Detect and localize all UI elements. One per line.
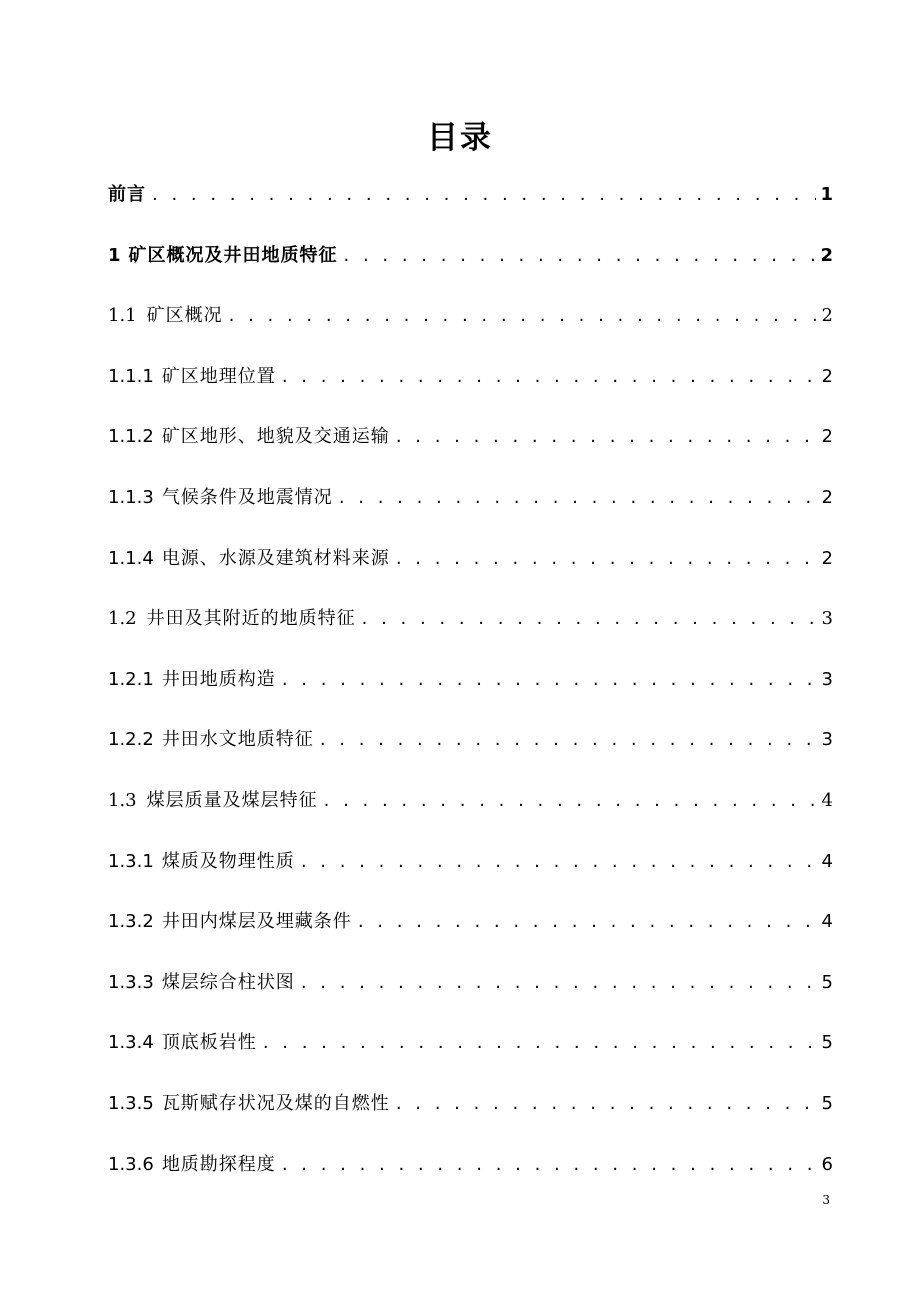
toc-entry-number: 1.1.2 [108, 426, 154, 448]
toc-entry-number: 1.3.6 [108, 1153, 154, 1175]
toc-entry-page-number: 2 [820, 244, 833, 266]
toc-entry-title: 井田及其附近的地质特征 [146, 608, 356, 630]
toc-entry-page-number: 2 [821, 487, 833, 508]
toc-entry-page-number: 2 [821, 305, 833, 327]
toc-entry-page-number: 4 [821, 850, 833, 872]
toc-entry[interactable] [108, 847, 833, 877]
footer-page-number: 3 [822, 1193, 830, 1207]
toc-entry[interactable] [108, 362, 833, 392]
toc-entry-page-number: 3 [821, 668, 833, 690]
toc-entry-number: 1.2.2 [108, 729, 154, 751]
toc-dot-leader [339, 483, 818, 513]
toc-dot-leader [344, 241, 817, 271]
toc-entry[interactable] [108, 907, 833, 937]
toc-dot-leader [301, 968, 818, 998]
toc-entry-page-number: 3 [821, 729, 833, 751]
page-title: 目录 [427, 120, 493, 156]
toc-entry-page-number: 3 [821, 608, 833, 630]
toc-entry[interactable] [108, 968, 833, 998]
toc-entry[interactable] [108, 1089, 833, 1119]
toc-entry[interactable] [108, 180, 833, 210]
toc-entry-number: 1.3 [108, 790, 137, 811]
toc-entry[interactable] [108, 301, 833, 331]
toc-dot-leader [320, 725, 818, 755]
toc-entry-page-number: 6 [821, 1153, 833, 1175]
toc-entry-page-number: 5 [821, 1093, 833, 1114]
toc-dot-leader [362, 604, 818, 634]
toc-entry-title: 瓦斯赋存状况及煤的自燃性 [161, 1093, 390, 1114]
toc-entry-page-number: 2 [821, 547, 833, 569]
toc-dot-leader [229, 301, 818, 331]
toc-entry-number: 1.1.1 [108, 365, 154, 387]
toc-dot-leader [152, 180, 816, 210]
toc-entry[interactable] [108, 786, 833, 816]
toc-dot-leader [301, 847, 818, 877]
toc-dot-leader [396, 544, 818, 574]
toc-dot-leader [282, 1150, 818, 1180]
toc-entry-page-number: 4 [821, 790, 833, 811]
toc-dot-leader [396, 422, 818, 452]
toc-dot-leader [358, 907, 818, 937]
toc-entry-number: 1 [108, 244, 121, 266]
toc-entry[interactable] [108, 483, 833, 513]
toc-dot-leader [282, 665, 818, 695]
toc-entry-number: 1.3.2 [108, 911, 154, 933]
toc-entry-title: 井田内煤层及埋藏条件 [161, 911, 352, 933]
toc-entry-title: 气候条件及地震情况 [161, 487, 333, 508]
toc-entry-page-number: 1 [820, 184, 833, 205]
toc-entry-title: 前言 [108, 184, 146, 205]
toc-dot-leader [396, 1089, 818, 1119]
toc-entry-title: 煤质及物理性质 [161, 850, 295, 872]
toc-entry-number: 1.1.3 [108, 487, 154, 508]
toc-entry-number: 1.1 [108, 305, 137, 327]
toc-entry-page-number: 4 [821, 911, 833, 933]
toc-dot-leader [263, 1028, 818, 1058]
toc-entry[interactable] [108, 1150, 833, 1180]
toc-entry-title: 井田水文地质特征 [161, 729, 314, 751]
toc-entry-page-number: 5 [821, 971, 833, 993]
toc-entry-title: 电源、水源及建筑材料来源 [161, 547, 390, 569]
toc-entry-title: 顶底板岩性 [161, 1032, 257, 1054]
toc-entry-title: 井田地质构造 [161, 668, 276, 690]
toc-entry[interactable] [108, 241, 833, 271]
toc-entry[interactable] [108, 604, 833, 634]
toc-entry-title: 矿区地形、地貌及交通运输 [161, 426, 390, 448]
toc-entry-number: 1.3.1 [108, 850, 154, 872]
toc-entry-number: 1.2 [108, 608, 137, 630]
toc-entry-number: 1.3.4 [108, 1032, 154, 1054]
toc-entry-title: 煤层综合柱状图 [161, 971, 295, 993]
toc-entry-title: 煤层质量及煤层特征 [146, 790, 318, 811]
toc-entry-number: 1.2.1 [108, 668, 154, 690]
toc-dot-leader [324, 786, 818, 816]
toc-entry-title: 地质勘探程度 [161, 1153, 276, 1175]
toc-entry-number: 1.1.4 [108, 547, 154, 569]
toc-entry-page-number: 2 [821, 365, 833, 387]
toc-entry-number: 1.3.3 [108, 971, 154, 993]
toc-entry-title: 矿区概况 [146, 305, 223, 327]
toc-entry[interactable] [108, 422, 833, 452]
toc-entry-title: 矿区概况及井田地质特征 [128, 244, 338, 266]
toc-entry[interactable] [108, 1028, 833, 1058]
toc-entry-page-number: 5 [821, 1032, 833, 1054]
toc-entry[interactable] [108, 725, 833, 755]
toc-entry-page-number: 2 [821, 426, 833, 448]
toc-entry-number: 1.3.5 [108, 1093, 154, 1114]
toc-entry[interactable] [108, 665, 833, 695]
toc-dot-leader [282, 362, 818, 392]
toc-entry-title: 矿区地理位置 [161, 365, 276, 387]
toc-entry[interactable] [108, 544, 833, 574]
